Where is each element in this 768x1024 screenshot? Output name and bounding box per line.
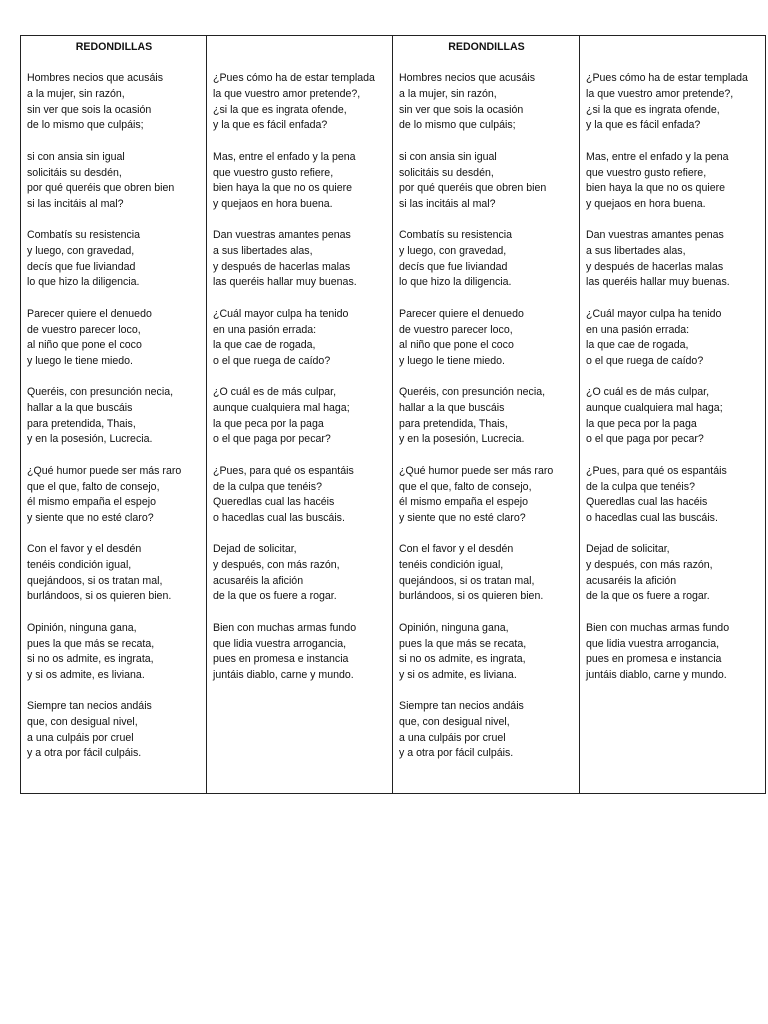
- verse-line: ¿Pues, para qué os espantáis: [586, 464, 727, 477]
- stanza: [399, 228, 574, 291]
- verse-line: y siente que no esté claro?: [27, 511, 154, 524]
- verse-line: Siempre tan necios andáis: [399, 700, 524, 713]
- verse-line: si con ansia sin igual: [399, 150, 497, 163]
- verse-line: decís que fue liviandad: [27, 260, 136, 273]
- verse-line: Mas, entre el enfado y la pena: [586, 150, 729, 163]
- verse-line: ¿Pues cómo ha de estar templada: [586, 72, 748, 85]
- verse-line: burlándoos, si os quieren bien.: [27, 590, 172, 603]
- verse-line: de lo mismo que culpáis;: [27, 119, 144, 132]
- verse-line: si no os admite, es ingrata,: [399, 653, 526, 666]
- verse-line: sin ver que sois la ocasión: [399, 103, 524, 116]
- verse-line: de vuestro parecer loco,: [27, 323, 141, 336]
- verse-line: o hacedlas cual las buscáis.: [213, 511, 345, 524]
- stanza: [586, 71, 760, 134]
- stanza: [213, 385, 387, 448]
- stanza: [399, 464, 574, 527]
- stanza: [213, 150, 387, 213]
- verse-line: decís que fue liviandad: [399, 260, 508, 273]
- verse-line: Parecer quiere el denuedo: [27, 307, 152, 320]
- verse-line: pues la que más se recata,: [27, 637, 155, 650]
- verse-line: a la mujer, sin razón,: [27, 88, 125, 101]
- stanza: [586, 621, 760, 684]
- verse-line: solicitáis su desdén,: [399, 166, 494, 179]
- verse-line: bien haya la que no os quiere: [586, 182, 726, 195]
- verse-line: si no os admite, es ingrata,: [27, 653, 154, 666]
- verse-line: quejándoos, si os tratan mal,: [399, 574, 535, 587]
- verse-line: y si os admite, es liviana.: [27, 668, 145, 681]
- verse-line: que lidia vuestra arrogancia,: [213, 637, 347, 650]
- verse-line: ¿Qué humor puede ser más raro: [27, 464, 182, 477]
- stanza: [399, 307, 574, 370]
- verse-line: y siente que no esté claro?: [399, 511, 526, 524]
- poem-column-4: [580, 36, 766, 794]
- verse-line: si las incitáis al mal?: [27, 197, 124, 210]
- verse-line: que el que, falto de consejo,: [27, 480, 160, 493]
- verse-line: que lidia vuestra arrogancia,: [586, 637, 720, 650]
- stanza-list: [213, 71, 387, 683]
- verse-line: Con el favor y el desdén: [399, 543, 514, 556]
- verse-line: y después de hacerlas malas: [213, 260, 351, 273]
- verse-line: y a otra por fácil culpáis.: [27, 747, 142, 760]
- verse-line: acusaréis la afición: [213, 574, 304, 587]
- stanza-list: [586, 71, 760, 683]
- verse-line: ¿si la que es ingrata ofende,: [213, 103, 347, 116]
- verse-line: Dejad de solicitar,: [213, 543, 297, 556]
- verse-line: Dan vuestras amantes penas: [586, 229, 724, 242]
- verse-line: a sus libertades alas,: [213, 245, 313, 258]
- verse-line: tenéis condición igual,: [399, 559, 504, 572]
- verse-line: sin ver que sois la ocasión: [27, 103, 152, 116]
- verse-line: pues en promesa e instancia: [586, 653, 722, 666]
- verse-line: Queréis, con presunción necia,: [27, 386, 174, 399]
- verse-line: juntáis diablo, carne y mundo.: [586, 668, 727, 681]
- stanza-list: [399, 71, 574, 762]
- verse-line: Hombres necios que acusáis: [399, 72, 536, 85]
- verse-line: y luego, con gravedad,: [399, 245, 507, 258]
- stanza: [213, 621, 387, 684]
- verse-line: Combatís su resistencia: [27, 229, 141, 242]
- poem-column-1: [21, 36, 207, 794]
- verse-line: lo que hizo la diligencia.: [27, 276, 140, 289]
- verse-line: o el que paga por pecar?: [213, 433, 331, 446]
- verse-line: ¿Cuál mayor culpa ha tenido: [586, 307, 722, 320]
- verse-line: de la culpa que tenéis?: [586, 480, 695, 493]
- column-title-empty: [586, 40, 760, 56]
- stanza: [27, 150, 201, 213]
- verse-line: tenéis condición igual,: [27, 559, 132, 572]
- verse-line: y en la posesión, Lucrecia.: [399, 433, 525, 446]
- stanza: [586, 150, 760, 213]
- verse-line: y después, con más razón,: [213, 559, 340, 572]
- stanza: [586, 385, 760, 448]
- verse-line: ¿si la que es ingrata ofende,: [586, 103, 720, 116]
- verse-line: a la mujer, sin razón,: [399, 88, 497, 101]
- verse-line: y quejaos en hora buena.: [213, 197, 333, 210]
- verse-line: la que cae de rogada,: [213, 339, 316, 352]
- verse-line: o el que paga por pecar?: [586, 433, 704, 446]
- verse-line: la que vuestro amor pretende?,: [586, 88, 734, 101]
- stanza: [399, 542, 574, 605]
- column-title: REDONDILLAS: [75, 41, 153, 53]
- column-title-empty: [213, 40, 387, 56]
- verse-line: ¿Pues cómo ha de estar templada: [213, 72, 375, 85]
- verse-line: bien haya la que no os quiere: [213, 182, 353, 195]
- verse-line: por qué queréis que obren bien: [399, 182, 547, 195]
- stanza: [586, 464, 760, 527]
- poem-column-3: [393, 36, 580, 794]
- stanza: [213, 228, 387, 291]
- verse-line: o el que ruega de caído?: [586, 354, 704, 367]
- verse-line: Queréis, con presunción necia,: [399, 386, 546, 399]
- stanza: [399, 385, 574, 448]
- verse-line: de lo mismo que culpáis;: [399, 119, 516, 132]
- stanza: [213, 542, 387, 605]
- verse-line: solicitáis su desdén,: [27, 166, 122, 179]
- stanza: [399, 699, 574, 762]
- verse-line: y la que es fácil enfada?: [586, 119, 701, 132]
- verse-line: a una culpáis por cruel: [27, 731, 134, 744]
- poem-table: [20, 35, 766, 794]
- verse-line: ¿O cuál es de más culpar,: [213, 386, 337, 399]
- stanza: [27, 307, 201, 370]
- stanza-list: [27, 71, 201, 762]
- verse-line: que el que, falto de consejo,: [399, 480, 532, 493]
- verse-line: Queredlas cual las hacéis: [213, 496, 335, 509]
- verse-line: que vuestro gusto refiere,: [586, 166, 707, 179]
- verse-line: él mismo empaña el espejo: [399, 496, 528, 509]
- stanza: [27, 71, 201, 134]
- verse-line: o hacedlas cual las buscáis.: [586, 511, 718, 524]
- verse-line: burlándoos, si os quieren bien.: [399, 590, 544, 603]
- stanza: [27, 385, 201, 448]
- stanza: [27, 542, 201, 605]
- stanza: [27, 228, 201, 291]
- verse-line: de la que os fuere a rogar.: [586, 590, 710, 603]
- verse-line: de vuestro parecer loco,: [399, 323, 513, 336]
- verse-line: y luego le tiene miedo.: [27, 354, 134, 367]
- verse-line: Mas, entre el enfado y la pena: [213, 150, 356, 163]
- verse-line: y la que es fácil enfada?: [213, 119, 328, 132]
- verse-line: juntáis diablo, carne y mundo.: [213, 668, 354, 681]
- verse-line: en una pasión errada:: [213, 323, 317, 336]
- verse-line: a sus libertades alas,: [586, 245, 686, 258]
- verse-line: la que peca por la paga: [586, 417, 697, 430]
- stanza: [399, 71, 574, 134]
- verse-line: a una culpáis por cruel: [399, 731, 506, 744]
- verse-line: y después, con más razón,: [586, 559, 713, 572]
- verse-line: Opinión, ninguna gana,: [27, 621, 137, 634]
- verse-line: y en la posesión, Lucrecia.: [27, 433, 153, 446]
- verse-line: aunque cualquiera mal haga;: [213, 402, 350, 415]
- stanza: [213, 71, 387, 134]
- stanza: [27, 621, 201, 684]
- verse-line: Queredlas cual las hacéis: [586, 496, 708, 509]
- verse-line: ¿Pues, para qué os espantáis: [213, 464, 354, 477]
- verse-line: y luego, con gravedad,: [27, 245, 135, 258]
- verse-line: y luego le tiene miedo.: [399, 354, 506, 367]
- verse-line: Hombres necios que acusáis: [27, 72, 164, 85]
- stanza: [586, 542, 760, 605]
- verse-line: Bien con muchas armas fundo: [213, 621, 357, 634]
- verse-line: y a otra por fácil culpáis.: [399, 747, 514, 760]
- stanza: [27, 464, 201, 527]
- poem-column-2: [207, 36, 393, 794]
- verse-line: en una pasión errada:: [586, 323, 690, 336]
- verse-line: Siempre tan necios andáis: [27, 700, 152, 713]
- verse-line: que vuestro gusto refiere,: [213, 166, 334, 179]
- column-title: REDONDILLAS: [448, 41, 525, 53]
- verse-line: por qué queréis que obren bien: [27, 182, 175, 195]
- verse-line: aunque cualquiera mal haga;: [586, 402, 723, 415]
- verse-line: o el que ruega de caído?: [213, 354, 331, 367]
- verse-line: ¿Qué humor puede ser más raro: [399, 464, 554, 477]
- stanza: [213, 307, 387, 370]
- verse-line: él mismo empaña el espejo: [27, 496, 156, 509]
- verse-line: al niño que pone el coco: [399, 339, 514, 352]
- verse-line: si las incitáis al mal?: [399, 197, 496, 210]
- stanza: [399, 621, 574, 684]
- verse-line: pues la que más se recata,: [399, 637, 527, 650]
- verse-line: Bien con muchas armas fundo: [586, 621, 730, 634]
- verse-line: Opinión, ninguna gana,: [399, 621, 509, 634]
- stanza: [213, 464, 387, 527]
- poem-table-row: [21, 36, 766, 794]
- verse-line: la que cae de rogada,: [586, 339, 689, 352]
- verse-line: si con ansia sin igual: [27, 150, 125, 163]
- verse-line: hallar a la que buscáis: [27, 402, 133, 415]
- stanza: [586, 307, 760, 370]
- verse-line: y si os admite, es liviana.: [399, 668, 517, 681]
- verse-line: y después de hacerlas malas: [586, 260, 724, 273]
- verse-line: ¿O cuál es de más culpar,: [586, 386, 710, 399]
- verse-line: y quejaos en hora buena.: [586, 197, 706, 210]
- verse-line: las queréis hallar muy buenas.: [213, 276, 357, 289]
- verse-line: al niño que pone el coco: [27, 339, 142, 352]
- verse-line: las queréis hallar muy buenas.: [586, 276, 730, 289]
- verse-line: Con el favor y el desdén: [27, 543, 142, 556]
- verse-line: pues en promesa e instancia: [213, 653, 349, 666]
- verse-line: acusaréis la afición: [586, 574, 677, 587]
- stanza: [586, 228, 760, 291]
- verse-line: Parecer quiere el denuedo: [399, 307, 524, 320]
- verse-line: que, con desigual nivel,: [399, 716, 510, 729]
- verse-line: hallar a la que buscáis: [399, 402, 505, 415]
- verse-line: lo que hizo la diligencia.: [399, 276, 512, 289]
- verse-line: de la que os fuere a rogar.: [213, 590, 337, 603]
- verse-line: Combatís su resistencia: [399, 229, 513, 242]
- verse-line: quejándoos, si os tratan mal,: [27, 574, 163, 587]
- stanza: [399, 150, 574, 213]
- verse-line: para pretendida, Thais,: [399, 417, 508, 430]
- verse-line: de la culpa que tenéis?: [213, 480, 322, 493]
- verse-line: Dejad de solicitar,: [586, 543, 670, 556]
- verse-line: para pretendida, Thais,: [27, 417, 136, 430]
- verse-line: la que peca por la paga: [213, 417, 324, 430]
- verse-line: ¿Cuál mayor culpa ha tenido: [213, 307, 349, 320]
- verse-line: que, con desigual nivel,: [27, 716, 138, 729]
- verse-line: Dan vuestras amantes penas: [213, 229, 351, 242]
- verse-line: la que vuestro amor pretende?,: [213, 88, 361, 101]
- stanza: [27, 699, 201, 762]
